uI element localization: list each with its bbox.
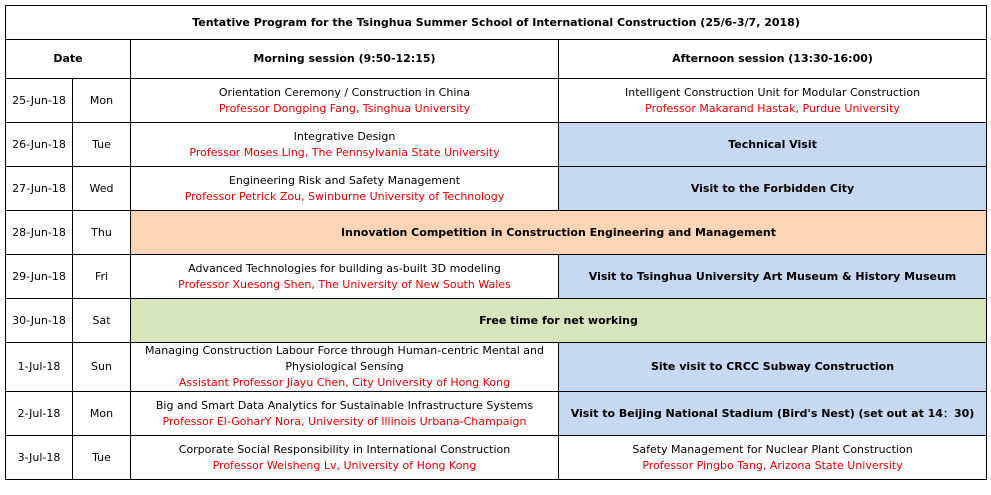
full-day-cell: Innovation Competition in Construction Engineering and Management	[131, 211, 987, 255]
date-cell: 2-Jul-18	[6, 392, 73, 436]
table-row	[6, 79, 987, 123]
speaker: Professor Makarand Hastak, Purdue University	[645, 101, 900, 115]
day-cell: Sat	[73, 299, 131, 343]
afternoon-visit-cell: Visit to the Forbidden City	[559, 167, 987, 211]
session-title: Managing Construction Labour Force through Human-centric Mental and Physiological Sensing	[145, 344, 544, 373]
table-row	[6, 343, 987, 392]
speaker: Professor El-GoharY Nora, University of Illinois Urbana-Champaign	[162, 414, 527, 428]
program-table	[5, 5, 987, 480]
speaker: Professor Xuesong Shen, The University of New South Wales	[178, 277, 511, 291]
speaker: Professor Pingbo Tang, Arizona State University	[642, 458, 903, 472]
morning-cell	[131, 255, 559, 299]
afternoon-visit-cell: Technical Visit	[559, 123, 987, 167]
morning-cell	[131, 436, 559, 480]
session-title: Advanced Technologies for building as-built 3D modeling	[188, 261, 501, 275]
table-row	[6, 123, 987, 167]
header-row	[6, 40, 987, 79]
date-cell: 1-Jul-18	[6, 343, 73, 392]
table-row	[6, 436, 987, 480]
table-row	[6, 392, 987, 436]
speaker: Professor Weisheng Lv, University of Hong Kong	[212, 458, 477, 472]
session-title: Integrative Design	[293, 129, 396, 143]
session-title: Big and Smart Data Analytics for Sustainable Infrastructure Systems	[155, 398, 534, 412]
table-row	[6, 211, 987, 255]
full-day-cell: Free time for net working	[131, 299, 987, 343]
table-row	[6, 299, 987, 343]
day-cell: Mon	[73, 392, 131, 436]
day-cell: Mon	[73, 79, 131, 123]
afternoon-visit-cell: Site visit to CRCC Subway Construction	[559, 343, 987, 392]
session-title: Orientation Ceremony / Construction in China	[218, 85, 471, 99]
day-cell: Fri	[73, 255, 131, 299]
table-title: Tentative Program for the Tsinghua Summer School of International Construction (25/6-3/7, 2018)	[6, 6, 987, 40]
speaker: Professor Petrick Zou, Swinburne University of Technology	[184, 189, 505, 203]
day-cell: Thu	[73, 211, 131, 255]
day-cell: Sun	[73, 343, 131, 392]
session-title: Corporate Social Responsibility in International Construction	[178, 442, 511, 456]
session-title: Safety Management for Nuclear Plant Construction	[632, 442, 913, 456]
table-row	[6, 167, 987, 211]
speaker: Professor Moses Ling, The Pennsylvania State University	[189, 145, 500, 159]
date-cell: 25-Jun-18	[6, 79, 73, 123]
title-row	[6, 6, 987, 40]
day-cell: Tue	[73, 123, 131, 167]
afternoon-visit-cell: Visit to Beijing National Stadium (Bird's Nest) (set out at 14：30)	[559, 392, 987, 436]
day-cell: Wed	[73, 167, 131, 211]
date-cell: 29-Jun-18	[6, 255, 73, 299]
speaker: Assistant Professor Jiayu Chen, City University of Hong Kong	[178, 376, 511, 389]
morning-cell	[131, 79, 559, 123]
date-header: Date	[6, 40, 131, 79]
afternoon-cell	[559, 436, 987, 480]
date-cell: 30-Jun-18	[6, 299, 73, 343]
afternoon-visit-cell: Visit to Tsinghua University Art Museum & History Museum	[559, 255, 987, 299]
date-cell: 26-Jun-18	[6, 123, 73, 167]
day-cell: Tue	[73, 436, 131, 480]
speaker: Professor Dongping Fang, Tsinghua University	[218, 101, 471, 115]
table-row	[6, 255, 987, 299]
afternoon-cell	[559, 79, 987, 123]
morning-header: Morning session (9:50-12:15)	[131, 40, 559, 79]
morning-cell	[131, 123, 559, 167]
morning-cell	[131, 392, 559, 436]
morning-cell	[131, 167, 559, 211]
morning-cell	[131, 343, 559, 392]
session-title: Engineering Risk and Safety Management	[228, 173, 461, 187]
date-cell: 27-Jun-18	[6, 167, 73, 211]
afternoon-header: Afternoon session (13:30-16:00)	[559, 40, 987, 79]
date-cell: 28-Jun-18	[6, 211, 73, 255]
session-title: Intelligent Construction Unit for Modular Construction	[624, 85, 921, 99]
date-cell: 3-Jul-18	[6, 436, 73, 480]
